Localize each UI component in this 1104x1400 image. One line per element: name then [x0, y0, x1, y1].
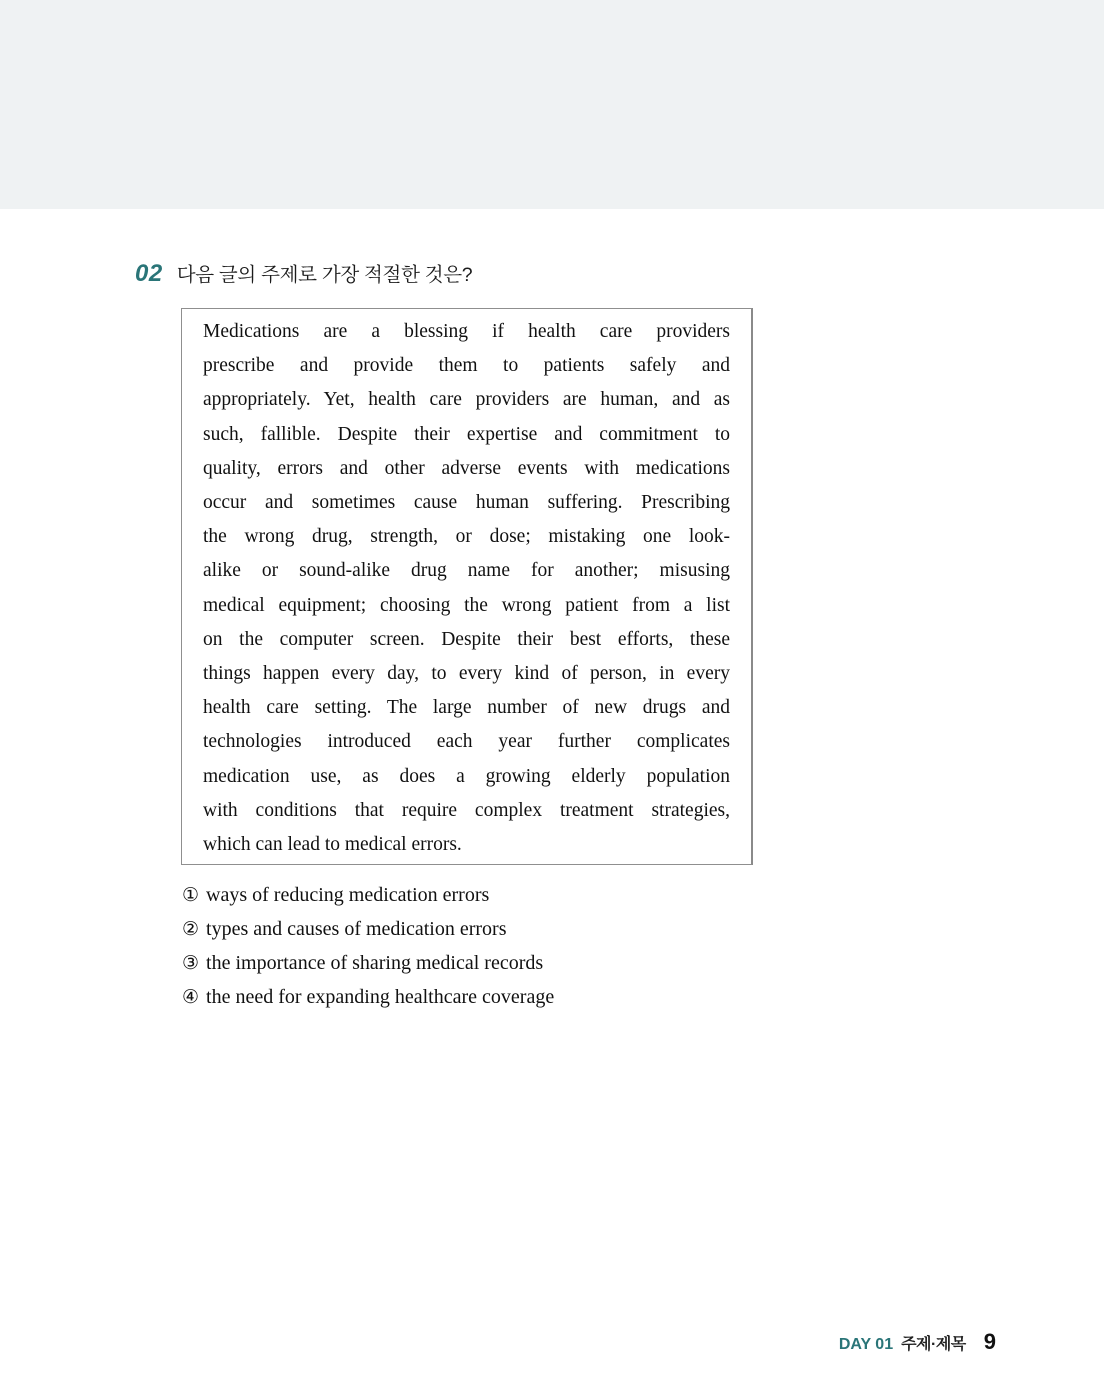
- choice-2-marker: ②: [182, 918, 200, 940]
- passage-line: health care setting. The large number of new drugs and: [203, 697, 730, 719]
- choice-1: [182, 878, 554, 912]
- choice-3: [182, 946, 554, 980]
- passage-line: which can lead to medical errors.: [203, 834, 462, 856]
- passage-line: medication use, as does a growing elderly population: [203, 765, 730, 787]
- passage-line: things happen every day, to every kind of person, in every: [203, 663, 730, 685]
- passage-line: on the computer screen. Despite their best efforts, these: [203, 628, 730, 650]
- page-footer: [839, 1329, 996, 1355]
- passage-line: the wrong drug, strength, or dose; mistaking one look-: [203, 526, 730, 548]
- passage-line: occur and sometimes cause human suffering. Prescribing: [203, 492, 730, 514]
- question-header: [135, 259, 472, 288]
- answer-choices: [182, 878, 554, 1014]
- choice-1-text: ways of reducing medication errors: [206, 884, 490, 906]
- choice-3-text: the importance of sharing medical records: [206, 952, 544, 974]
- passage-box: [181, 308, 753, 865]
- choice-2: [182, 912, 554, 946]
- passage-line: alike or sound-alike drug name for another; misusing: [203, 560, 730, 582]
- passage-line: appropriately. Yet, health care providers are human, and as: [203, 389, 730, 411]
- passage-line: medical equipment; choosing the wrong patient from a list: [203, 594, 730, 616]
- passage-line: such, fallible. Despite their expertise and commitment to: [203, 423, 730, 445]
- choice-3-marker: ③: [182, 952, 200, 974]
- top-gray-band: [0, 0, 1104, 209]
- passage-line: prescribe and provide them to patients safely and: [203, 355, 730, 377]
- passage-line: quality, errors and other adverse events with medications: [203, 457, 730, 479]
- question-number: 02: [135, 260, 163, 287]
- footer-day-label: DAY 01: [838, 1336, 894, 1353]
- choice-2-text: types and causes of medication errors: [206, 918, 507, 940]
- passage-line: with conditions that require complex treatment strategies,: [203, 799, 730, 821]
- passage-line: technologies introduced each year further complicates: [203, 731, 730, 753]
- passage-line: Medications are a blessing if health care providers: [203, 321, 730, 342]
- question-prompt: 다음 글의 주제로 가장 적절한 것은?: [176, 264, 473, 286]
- choice-4-text: the need for expanding healthcare coverage: [206, 986, 555, 1008]
- choice-4-marker: ④: [182, 986, 200, 1008]
- choice-4: [182, 980, 554, 1014]
- footer-page-number: 9: [983, 1329, 996, 1354]
- footer-section-label: 주제·제목: [901, 1336, 966, 1353]
- choice-1-marker: ①: [182, 884, 200, 906]
